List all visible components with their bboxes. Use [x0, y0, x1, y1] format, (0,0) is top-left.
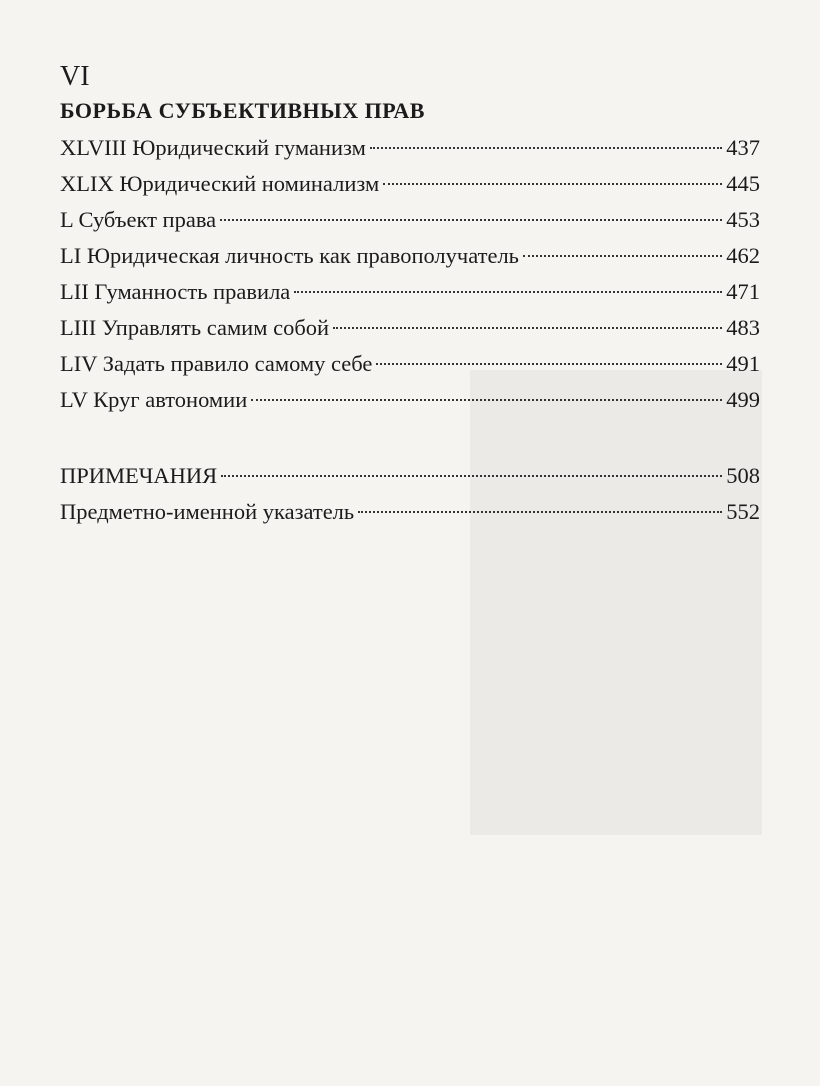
- toc-entry-page: 491: [726, 351, 760, 376]
- toc-entry-page: 471: [726, 279, 760, 304]
- toc-entry[interactable]: [60, 310, 760, 346]
- dot-leader: [358, 510, 722, 513]
- toc-entry[interactable]: [60, 130, 760, 166]
- toc-entry-page: 552: [726, 499, 760, 524]
- dot-leader: [220, 218, 722, 221]
- dot-leader: [333, 326, 722, 329]
- toc-entry-label: LV Круг автономии: [60, 387, 248, 412]
- toc-entry-label: Предметно-именной указатель: [60, 499, 355, 524]
- toc-entry-label: XLVIII Юридический гуманизм: [60, 135, 366, 160]
- toc-entry-label: ПРИМЕЧАНИЯ: [60, 463, 218, 488]
- toc-entry-page: 437: [726, 135, 760, 160]
- toc-entry[interactable]: [60, 238, 760, 274]
- toc-entry-label: LIII Управлять самим собой: [60, 315, 330, 340]
- toc-entry-notes[interactable]: [60, 458, 760, 494]
- toc-entry-page: 453: [726, 207, 760, 232]
- toc-entry-page: 483: [726, 315, 760, 340]
- toc-entry-label: LIV Задать правило самому себе: [60, 351, 373, 376]
- dot-leader: [251, 398, 722, 401]
- toc-entry[interactable]: [60, 382, 760, 418]
- toc-entry-label: LI Юридическая личность как правополучатель: [60, 243, 519, 268]
- toc-entry-page: 508: [726, 463, 760, 488]
- dot-leader: [376, 362, 722, 365]
- table-of-contents: [60, 60, 760, 530]
- dot-leader: [221, 474, 722, 477]
- toc-entry-page: 445: [726, 171, 760, 196]
- dot-leader: [294, 290, 722, 293]
- toc-entry[interactable]: [60, 202, 760, 238]
- toc-entry[interactable]: [60, 274, 760, 310]
- toc-entry-label: L Субъект права: [60, 207, 217, 232]
- dot-leader: [383, 182, 722, 185]
- toc-entry[interactable]: [60, 346, 760, 382]
- toc-entry-label: LII Гуманность правила: [60, 279, 291, 304]
- dot-leader: [370, 146, 722, 149]
- section-spacer: [60, 418, 760, 458]
- toc-entry-label: XLIX Юридический номинализм: [60, 171, 380, 196]
- section-number: VI: [60, 61, 90, 92]
- dot-leader: [523, 254, 722, 257]
- section-title: БОРЬБА СУБЪЕКТИВНЫХ ПРАВ: [60, 98, 425, 123]
- toc-entry[interactable]: [60, 166, 760, 202]
- toc-entry-page: 462: [726, 243, 760, 268]
- toc-entry-page: 499: [726, 387, 760, 412]
- toc-entry-index[interactable]: [60, 494, 760, 530]
